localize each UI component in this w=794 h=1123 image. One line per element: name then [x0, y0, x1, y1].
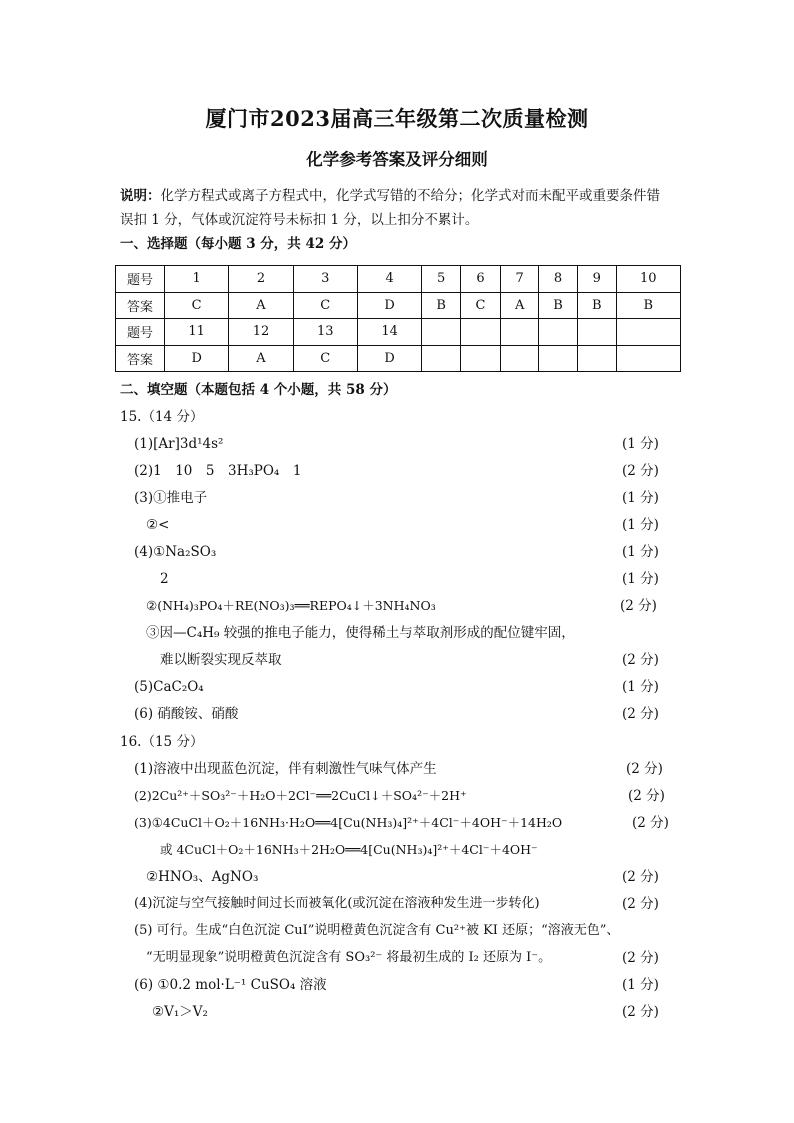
q16-score-1: (2 分): [626, 761, 663, 777]
q15-answer-2: (2)1 10 5 3H₃PO₄ 1: [134, 463, 302, 479]
table-cell: C: [460, 292, 500, 319]
section-1-heading: 一、选择题（每小题 3 分，共 42 分）: [120, 236, 356, 252]
table-cell: [577, 319, 616, 346]
page-title: 厦门市2023届高三年级第二次质量检测: [205, 106, 589, 131]
table-cell: 5: [422, 266, 461, 293]
q15-score-3a: (1 分): [622, 490, 659, 506]
table-cell: B: [539, 292, 578, 319]
note-line-1: [120, 186, 660, 206]
table-cell: 10: [616, 266, 680, 293]
table-cell: [539, 319, 578, 346]
q16-answer-6b: ②V₁＞V₂: [152, 1004, 208, 1020]
q15-answer-3b: ②<: [146, 517, 170, 533]
note-text-1: 化学方程式或离子方程式中，化学式写错的不给分；化学式对而未配平或重要条件错: [160, 188, 660, 204]
q15-answer-4b: 2: [160, 571, 169, 587]
table-cell: [616, 319, 680, 346]
table-cell: 7: [501, 266, 539, 293]
table-label-answer: 答案: [116, 292, 165, 319]
q16-answer-2: (2)2Cu²⁺＋SO₃²⁻＋H₂O＋2Cl⁻══2CuCl↓＋SO₄²⁻＋2H⁺: [134, 788, 467, 803]
page-subtitle: 化学参考答案及评分细则: [306, 150, 488, 169]
q16-answer-6a: (6) ①0.2 mol·L⁻¹ CuSO₄ 溶液: [134, 977, 327, 993]
table-cell: [501, 319, 539, 346]
q16-score-5: (2 分): [622, 950, 659, 966]
table-cell: [460, 345, 500, 372]
q15-score-6: (2 分): [622, 706, 659, 722]
q16-score-2: (2 分): [628, 788, 665, 804]
q16-score-3a: (2 分): [632, 815, 669, 831]
table-cell: 13: [293, 319, 357, 346]
table-cell: B: [577, 292, 616, 319]
table-row: [116, 345, 681, 372]
note-line-2: 误扣 1 分，气体或沉淀符号未标扣 1 分，以上扣分不累计。: [120, 212, 479, 228]
q15-answer-5: (5)CaC₂O₄: [134, 679, 204, 695]
table-label-question: 题号: [116, 319, 165, 346]
table-cell: [422, 345, 461, 372]
q15-answer-1: (1)[Ar]3d¹4s²: [134, 436, 224, 452]
table-cell: C: [165, 292, 229, 319]
table-cell: D: [357, 292, 421, 319]
q15-answer-4d-line-2: 难以断裂实现反萃取: [160, 652, 282, 668]
table-cell: C: [293, 292, 357, 319]
table-cell: A: [501, 292, 539, 319]
q15-answer-4d-line-1: ③因—C₄H₉ 较强的推电子能力，使得稀土与萃取剂形成的配位键牢固，: [146, 625, 575, 641]
q15-answer-4c: ②(NH₄)₃PO₄＋RE(NO₃)₃══REPO₄↓＋3NH₄NO₃: [146, 598, 436, 613]
q16-score-6a: (1 分): [622, 977, 659, 993]
q16-answer-3b: 或 4CuCl＋O₂＋16NH₃＋2H₂O══4[Cu(NH₃)₄]²⁺＋4Cl⁻＋4OH⁻: [160, 842, 538, 857]
table-row: [116, 266, 681, 293]
table-cell: A: [229, 345, 293, 372]
table-cell: A: [229, 292, 293, 319]
answer-table: [115, 265, 681, 372]
table-cell: B: [616, 292, 680, 319]
note-label: 说明：: [120, 188, 161, 204]
table-row: [116, 292, 681, 319]
q16-answer-5-line-2: “无明显现象”说明橙黄色沉淀含有 SO₃²⁻ 将最初生成的 I₂ 还原为 I⁻。: [146, 950, 552, 965]
table-cell: D: [357, 345, 421, 372]
q16-score-6b: (2 分): [622, 1004, 659, 1020]
q15-answer-6: (6) 硝酸铵、硝酸: [134, 706, 239, 722]
q16-score-4: (2 分): [622, 896, 659, 912]
q16-score-3c: (2 分): [622, 869, 659, 885]
table-cell: [616, 345, 680, 372]
q15-header: 15.（14 分）: [120, 409, 204, 425]
table-cell: [539, 345, 578, 372]
q15-score-4c: (2 分): [620, 598, 657, 614]
q16-answer-1: (1)溶液中出现蓝色沉淀，伴有刺激性气味气体产生: [134, 761, 437, 777]
table-cell: C: [293, 345, 357, 372]
q15-answer-4a: (4)①Na₂SO₃: [134, 544, 217, 560]
q16-answer-3a: (3)①4CuCl＋O₂＋16NH₃·H₂O══4[Cu(NH₃)₄]²⁺＋4Cl⁻＋4OH⁻＋14H₂O: [134, 815, 563, 830]
table-cell: 3: [293, 266, 357, 293]
table-cell: [501, 345, 539, 372]
table-cell: 14: [357, 319, 421, 346]
q15-score-4d: (2 分): [622, 652, 659, 668]
table-row: [116, 319, 681, 346]
q16-header: 16.（15 分）: [120, 734, 204, 750]
table-cell: [422, 319, 461, 346]
q16-answer-5-line-1: (5) 可行。生成“白色沉淀 CuI”说明橙黄色沉淀含有 Cu²⁺被 KI 还原；“溶液无色”、: [134, 923, 620, 938]
table-cell: [577, 345, 616, 372]
table-cell: 2: [229, 266, 293, 293]
q15-score-3b: (1 分): [622, 517, 659, 533]
section-2-heading: 二、填空题（本题包括 4 个小题，共 58 分）: [120, 382, 397, 398]
table-cell: 6: [460, 266, 500, 293]
table-cell: [460, 319, 500, 346]
table-label-answer: 答案: [116, 345, 165, 372]
table-cell: 12: [229, 319, 293, 346]
table-cell: 9: [577, 266, 616, 293]
q15-score-1: (1 分): [622, 436, 659, 452]
table-cell: 11: [165, 319, 229, 346]
q15-answer-3a: (3)①推电子: [134, 490, 208, 506]
table-cell: 1: [165, 266, 229, 293]
q15-score-5: (1 分): [622, 679, 659, 695]
table-label-question: 题号: [116, 266, 165, 293]
q15-score-2: (2 分): [622, 463, 659, 479]
q15-score-4a: (1 分): [622, 544, 659, 560]
table-cell: D: [165, 345, 229, 372]
q16-answer-4: (4)沉淀与空气接触时间过长而被氧化(或沉淀在溶液种发生进一步转化): [134, 896, 540, 911]
q15-score-4b: (1 分): [622, 571, 659, 587]
table-cell: 4: [357, 266, 421, 293]
table-cell: B: [422, 292, 461, 319]
q16-answer-3c: ②HNO₃、AgNO₃: [146, 869, 259, 885]
table-cell: 8: [539, 266, 578, 293]
